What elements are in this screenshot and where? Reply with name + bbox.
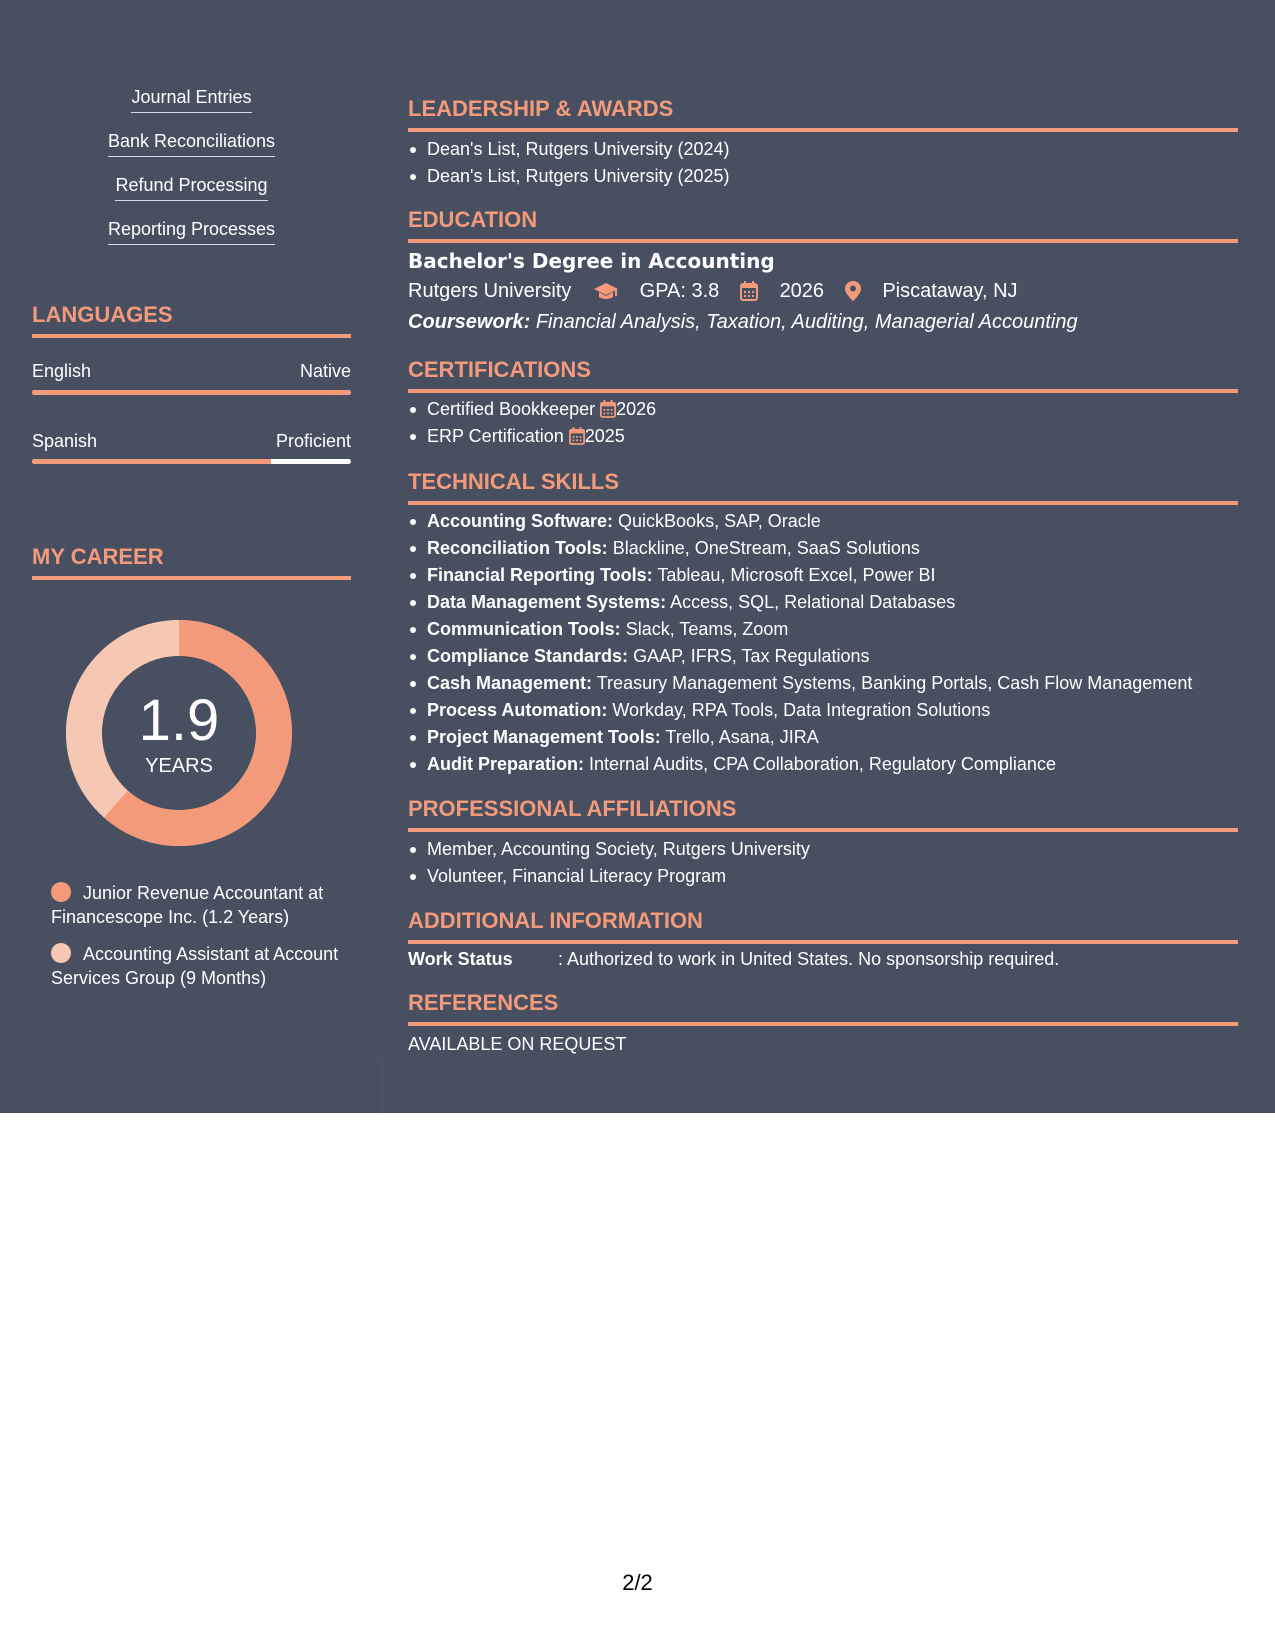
education-details <box>408 278 1018 304</box>
list-item: Member, Accounting Society, Rutgers University <box>427 836 1238 863</box>
career-legend-item <box>51 942 341 990</box>
language-row-spanish <box>32 430 351 452</box>
leadership-heading: LEADERSHIP & AWARDS <box>408 96 1238 132</box>
technical-skills-heading: TECHNICAL SKILLS <box>408 469 1238 505</box>
career-legend-label: Accounting Assistant at Account Services Group (9 Months) <box>51 944 339 988</box>
legend-dot-icon <box>51 882 71 902</box>
skill-values: Workday, RPA Tools, Data Integration Solutions <box>612 700 991 720</box>
calendar-icon <box>740 281 758 301</box>
list-item <box>427 423 1238 450</box>
career-total-unit: YEARS <box>145 755 213 777</box>
career-legend-label: Junior Revenue Accountant at Financescope Inc. (1.2 Years) <box>51 883 324 927</box>
legend-dot-icon <box>51 943 71 963</box>
skill-category: Audit Preparation: <box>427 754 585 774</box>
certification-year: 2025 <box>584 426 625 446</box>
additional-info-heading: ADDITIONAL INFORMATION <box>408 908 1238 944</box>
certification-year: 2026 <box>616 399 657 419</box>
skill-category: Financial Reporting Tools: <box>427 565 653 585</box>
certifications-heading: CERTIFICATIONS <box>408 357 1238 393</box>
work-status-row <box>408 948 1059 970</box>
language-bar-spanish <box>32 459 351 464</box>
education-coursework <box>408 309 1078 335</box>
skill-category: Communication Tools: <box>427 619 621 639</box>
affiliations-list <box>408 836 1238 890</box>
language-row-english <box>32 360 351 382</box>
skill-values: Tableau, Microsoft Excel, Power BI <box>657 565 936 585</box>
skill-values: QuickBooks, SAP, Oracle <box>618 511 821 531</box>
list-item: Volunteer, Financial Literacy Program <box>427 863 1238 890</box>
calendar-icon <box>569 427 585 445</box>
list-item <box>427 643 1238 670</box>
language-bar-english <box>32 390 351 395</box>
graduation-cap-icon <box>593 281 619 301</box>
education-year: 2026 <box>779 280 825 302</box>
language-name: English <box>32 361 92 381</box>
list-item: Dean's List, Rutgers University (2025) <box>427 163 1238 190</box>
references-text: AVAILABLE ON REQUEST <box>408 1034 627 1054</box>
languages-heading: LANGUAGES <box>32 302 351 338</box>
calendar-icon <box>600 400 616 418</box>
career-total-value: 1.9 <box>138 688 220 753</box>
skill-tag[interactable]: Reporting Processes <box>108 218 275 245</box>
list-item <box>427 535 1238 562</box>
language-name: Spanish <box>32 431 98 451</box>
list-item: Dean's List, Rutgers University (2024) <box>427 136 1238 163</box>
career-legend <box>51 881 341 1003</box>
skill-values: Trello, Asana, JIRA <box>665 727 819 747</box>
language-bar-fill <box>32 459 271 464</box>
skill-category: Data Management Systems: <box>427 592 667 612</box>
skill-values: Blackline, OneStream, SaaS Solutions <box>612 538 920 558</box>
skill-values: Treasury Management Systems, Banking Portals, Cash Flow Management <box>596 673 1193 693</box>
skill-values: Internal Audits, CPA Collaboration, Regulatory Compliance <box>589 754 1056 774</box>
list-item <box>427 396 1238 423</box>
leadership-list <box>408 136 1238 190</box>
skill-category: Project Management Tools: <box>427 727 661 747</box>
skill-category: Reconciliation Tools: <box>427 538 608 558</box>
skill-values: Access, SQL, Relational Databases <box>670 592 956 612</box>
list-item <box>427 751 1238 778</box>
certification-name: Certified Bookkeeper <box>427 399 596 419</box>
list-item <box>427 562 1238 589</box>
list-item <box>427 616 1238 643</box>
page-number: 2/2 <box>622 1570 653 1595</box>
skill-values: Slack, Teams, Zoom <box>625 619 789 639</box>
skill-tag-list <box>32 86 351 262</box>
skill-category: Accounting Software: <box>427 511 614 531</box>
list-item <box>427 589 1238 616</box>
list-item <box>427 508 1238 535</box>
skill-tag[interactable]: Bank Reconciliations <box>108 130 275 157</box>
skill-category: Process Automation: <box>427 700 608 720</box>
column-divider <box>382 1060 383 1113</box>
education-degree: Bachelor's Degree in Accounting <box>408 249 775 273</box>
skill-category: Compliance Standards: <box>427 646 629 666</box>
references-heading: REFERENCES <box>408 990 1238 1026</box>
career-heading: MY CAREER <box>32 544 351 580</box>
work-status-label: Work Status <box>408 949 513 969</box>
certification-name: ERP Certification <box>427 426 564 446</box>
career-legend-item <box>51 881 341 929</box>
work-status-value: : Authorized to work in United States. No sponsorship required. <box>558 949 1060 969</box>
list-item <box>427 670 1238 697</box>
affiliations-heading: PROFESSIONAL AFFILIATIONS <box>408 796 1238 832</box>
skill-values: GAAP, IFRS, Tax Regulations <box>633 646 870 666</box>
language-level: Native <box>299 361 351 381</box>
education-school: Rutgers University <box>408 280 572 302</box>
skill-tag[interactable]: Refund Processing <box>115 174 267 201</box>
language-level: Proficient <box>275 431 351 451</box>
skill-category: Cash Management: <box>427 673 593 693</box>
education-gpa: GPA: 3.8 <box>639 280 720 302</box>
list-item <box>427 697 1238 724</box>
skill-tag[interactable]: Journal Entries <box>131 86 251 113</box>
map-pin-icon <box>845 281 861 301</box>
technical-skills-list <box>408 508 1238 778</box>
education-location: Piscataway, NJ <box>882 280 1018 302</box>
coursework-value: Financial Analysis, Taxation, Auditing, Managerial Accounting <box>535 311 1078 333</box>
language-bar-fill <box>32 390 351 395</box>
list-item <box>427 724 1238 751</box>
certifications-list <box>408 396 1238 450</box>
coursework-label: Coursework: <box>408 311 531 333</box>
education-heading: EDUCATION <box>408 207 1238 243</box>
